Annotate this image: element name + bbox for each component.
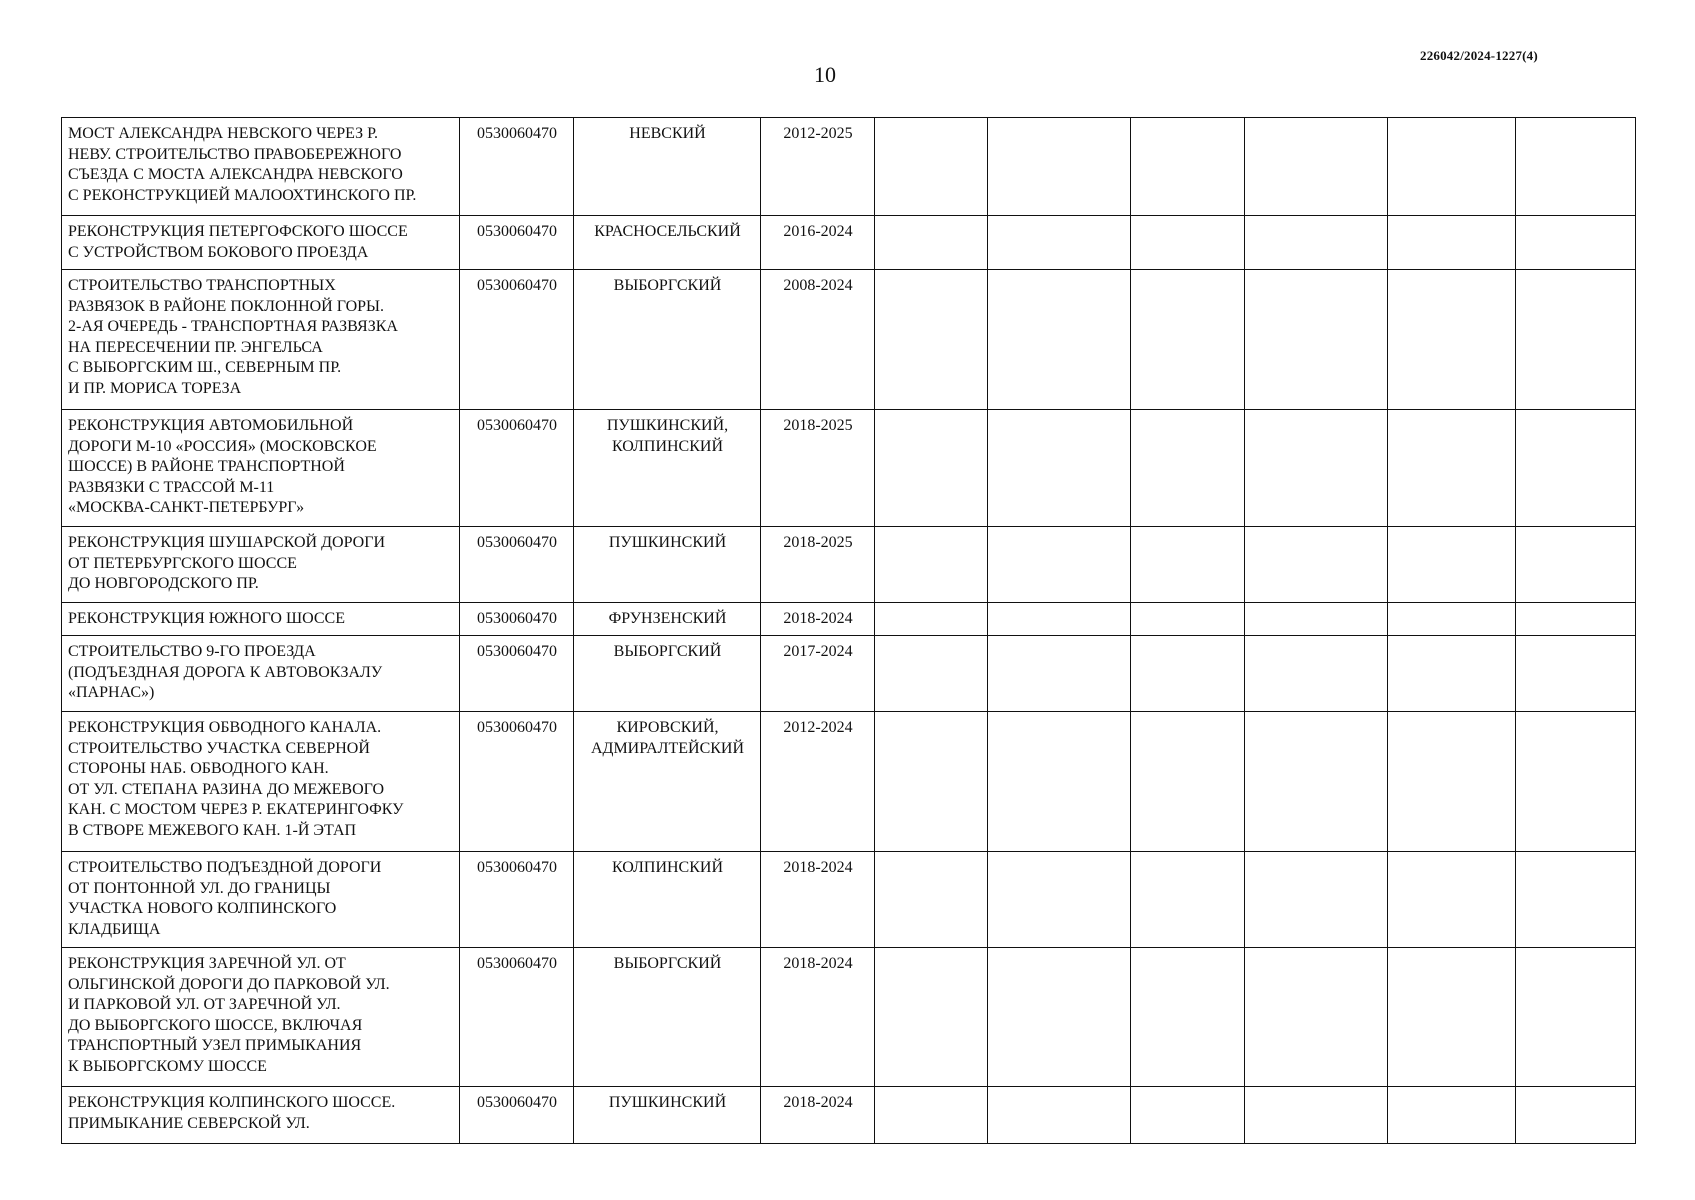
budget-code-cell: 0530060470 — [460, 118, 574, 216]
project-name-cell: СТРОИТЕЛЬСТВО ТРАНСПОРТНЫХ РАЗВЯЗОК В РАЙОНЕ ПОКЛОННОЙ ГОРЫ. 2-АЯ ОЧЕРЕДЬ - ТРАНСПОРТНАЯ РАЗВЯЗКА НА ПЕРЕСЕЧЕНИИ ПР. ЭНГЕЛЬСА С ВЫБОРГСКИМ Ш., СЕВЕРНЫМ ПР. И ПР. МОРИСА ТОРЕЗА — [62, 270, 460, 410]
table-row — [62, 852, 1636, 948]
empty-cell — [988, 118, 1131, 216]
table-row — [62, 712, 1636, 852]
period-cell: 2018-2024 — [761, 948, 875, 1087]
table-row — [62, 948, 1636, 1087]
district-cell: ВЫБОРГСКИЙ — [574, 948, 761, 1087]
period-cell: 2018-2024 — [761, 1087, 875, 1144]
project-name-cell: РЕКОНСТРУКЦИЯ АВТОМОБИЛЬНОЙ ДОРОГИ М-10 «РОССИЯ» (МОСКОВСКОЕ ШОССЕ) В РАЙОНЕ ТРАНСПОРТНОЙ РАЗВЯЗКИ С ТРАССОЙ М-11 «МОСКВА-САНКТ-ПЕТЕРБУРГ» — [62, 410, 460, 527]
project-name-cell: МОСТ АЛЕКСАНДРА НЕВСКОГО ЧЕРЕЗ Р. НЕВУ. СТРОИТЕЛЬСТВО ПРАВОБЕРЕЖНОГО СЪЕЗДА С МОСТА АЛЕКСАНДРА НЕВСКОГО С РЕКОНСТРУКЦИЕЙ МАЛООХТИНСКОГО ПР. — [62, 118, 460, 216]
empty-cell — [1245, 216, 1388, 270]
budget-code-cell: 0530060470 — [460, 1087, 574, 1144]
empty-cell — [1131, 852, 1245, 948]
budget-code-cell: 0530060470 — [460, 270, 574, 410]
empty-cell — [1516, 118, 1636, 216]
empty-cell — [988, 410, 1131, 527]
empty-cell — [1388, 603, 1516, 636]
period-cell: 2008-2024 — [761, 270, 875, 410]
empty-cell — [988, 270, 1131, 410]
empty-cell — [1388, 527, 1516, 603]
period-cell: 2012-2025 — [761, 118, 875, 216]
budget-code-cell: 0530060470 — [460, 603, 574, 636]
period-cell: 2012-2024 — [761, 712, 875, 852]
period-cell: 2018-2025 — [761, 527, 875, 603]
empty-cell — [875, 216, 988, 270]
empty-cell — [875, 270, 988, 410]
district-cell: ВЫБОРГСКИЙ — [574, 636, 761, 712]
budget-code-cell: 0530060470 — [460, 636, 574, 712]
table-row — [62, 603, 1636, 636]
empty-cell — [875, 527, 988, 603]
empty-cell — [1516, 270, 1636, 410]
empty-cell — [875, 712, 988, 852]
empty-cell — [1131, 712, 1245, 852]
empty-cell — [1131, 948, 1245, 1087]
empty-cell — [1131, 410, 1245, 527]
empty-cell — [1516, 216, 1636, 270]
empty-cell — [1131, 603, 1245, 636]
empty-cell — [1388, 1087, 1516, 1144]
empty-cell — [1245, 712, 1388, 852]
empty-cell — [1131, 270, 1245, 410]
empty-cell — [875, 948, 988, 1087]
empty-cell — [875, 852, 988, 948]
district-cell: ВЫБОРГСКИЙ — [574, 270, 761, 410]
district-cell: НЕВСКИЙ — [574, 118, 761, 216]
project-name-cell: РЕКОНСТРУКЦИЯ ШУШАРСКОЙ ДОРОГИ ОТ ПЕТЕРБУРГСКОГО ШОССЕ ДО НОВГОРОДСКОГО ПР. — [62, 527, 460, 603]
empty-cell — [1388, 948, 1516, 1087]
project-name-cell: РЕКОНСТРУКЦИЯ ЮЖНОГО ШОССЕ — [62, 603, 460, 636]
page-number: 10 — [814, 62, 836, 87]
table-row — [62, 636, 1636, 712]
empty-cell — [1131, 1087, 1245, 1144]
project-name-cell: СТРОИТЕЛЬСТВО 9-ГО ПРОЕЗДА (ПОДЪЕЗДНАЯ ДОРОГА К АВТОВОКЗАЛУ «ПАРНАС») — [62, 636, 460, 712]
project-name-cell: РЕКОНСТРУКЦИЯ ПЕТЕРГОФСКОГО ШОССЕ С УСТРОЙСТВОМ БОКОВОГО ПРОЕЗДА — [62, 216, 460, 270]
table-row — [62, 410, 1636, 527]
empty-cell — [1516, 948, 1636, 1087]
empty-cell — [1245, 636, 1388, 712]
empty-cell — [988, 636, 1131, 712]
empty-cell — [1388, 712, 1516, 852]
budget-code-cell: 0530060470 — [460, 527, 574, 603]
empty-cell — [1388, 852, 1516, 948]
empty-cell — [988, 948, 1131, 1087]
empty-cell — [988, 1087, 1131, 1144]
empty-cell — [1245, 603, 1388, 636]
empty-cell — [1388, 118, 1516, 216]
empty-cell — [1516, 1087, 1636, 1144]
project-name-cell: РЕКОНСТРУКЦИЯ КОЛПИНСКОГО ШОССЕ. ПРИМЫКАНИЕ СЕВЕРСКОЙ УЛ. — [62, 1087, 460, 1144]
empty-cell — [1516, 527, 1636, 603]
empty-cell — [1245, 948, 1388, 1087]
project-name-cell: СТРОИТЕЛЬСТВО ПОДЪЕЗДНОЙ ДОРОГИ ОТ ПОНТОННОЙ УЛ. ДО ГРАНИЦЫ УЧАСТКА НОВОГО КОЛПИНСКОГО КЛАДБИЩА — [62, 852, 460, 948]
empty-cell — [1388, 270, 1516, 410]
project-name-cell: РЕКОНСТРУКЦИЯ ЗАРЕЧНОЙ УЛ. ОТ ОЛЬГИНСКОЙ ДОРОГИ ДО ПАРКОВОЙ УЛ. И ПАРКОВОЙ УЛ. ОТ ЗАРЕЧНОЙ УЛ. ДО ВЫБОРГСКОГО ШОССЕ, ВКЛЮЧАЯ ТРАНСПОРТНЫЙ УЗЕЛ ПРИМЫКАНИЯ К ВЫБОРГСКОМУ ШОССЕ — [62, 948, 460, 1087]
district-cell: ПУШКИНСКИЙ — [574, 1087, 761, 1144]
budget-code-cell: 0530060470 — [460, 712, 574, 852]
empty-cell — [1245, 527, 1388, 603]
empty-cell — [988, 216, 1131, 270]
empty-cell — [1516, 852, 1636, 948]
budget-code-cell: 0530060470 — [460, 216, 574, 270]
empty-cell — [1516, 636, 1636, 712]
district-cell: ПУШКИНСКИЙ, КОЛПИНСКИЙ — [574, 410, 761, 527]
empty-cell — [1388, 216, 1516, 270]
empty-cell — [875, 410, 988, 527]
empty-cell — [875, 118, 988, 216]
period-cell: 2018-2025 — [761, 410, 875, 527]
empty-cell — [1516, 603, 1636, 636]
empty-cell — [1131, 527, 1245, 603]
budget-code-cell: 0530060470 — [460, 948, 574, 1087]
empty-cell — [1388, 410, 1516, 527]
document-id: 226042/2024-1227(4) — [1420, 48, 1538, 63]
district-cell: ПУШКИНСКИЙ — [574, 527, 761, 603]
table-row — [62, 1087, 1636, 1144]
empty-cell — [875, 1087, 988, 1144]
empty-cell — [988, 712, 1131, 852]
period-cell: 2016-2024 — [761, 216, 875, 270]
period-cell: 2017-2024 — [761, 636, 875, 712]
empty-cell — [1516, 712, 1636, 852]
period-cell: 2018-2024 — [761, 603, 875, 636]
empty-cell — [1131, 636, 1245, 712]
empty-cell — [1245, 1087, 1388, 1144]
district-cell: КОЛПИНСКИЙ — [574, 852, 761, 948]
empty-cell — [988, 603, 1131, 636]
empty-cell — [1388, 636, 1516, 712]
empty-cell — [988, 527, 1131, 603]
budget-code-cell: 0530060470 — [460, 410, 574, 527]
table-row — [62, 527, 1636, 603]
district-cell: КРАСНОСЕЛЬСКИЙ — [574, 216, 761, 270]
empty-cell — [1245, 852, 1388, 948]
empty-cell — [1245, 270, 1388, 410]
empty-cell — [988, 852, 1131, 948]
district-cell: ФРУНЗЕНСКИЙ — [574, 603, 761, 636]
empty-cell — [1131, 118, 1245, 216]
empty-cell — [1131, 216, 1245, 270]
budget-code-cell: 0530060470 — [460, 852, 574, 948]
table-row — [62, 216, 1636, 270]
table-body — [62, 118, 1636, 1144]
empty-cell — [875, 603, 988, 636]
table-row — [62, 270, 1636, 410]
project-name-cell: РЕКОНСТРУКЦИЯ ОБВОДНОГО КАНАЛА. СТРОИТЕЛЬСТВО УЧАСТКА СЕВЕРНОЙ СТОРОНЫ НАБ. ОБВОДНОГО КАН. ОТ УЛ. СТЕПАНА РАЗИНА ДО МЕЖЕВОГО КАН. С МОСТОМ ЧЕРЕЗ Р. ЕКАТЕРИНГОФКУ В СТВОРЕ МЕЖЕВОГО КАН. 1-Й ЭТАП — [62, 712, 460, 852]
projects-table — [61, 117, 1636, 1144]
table-row — [62, 118, 1636, 216]
empty-cell — [1516, 410, 1636, 527]
district-cell: КИРОВСКИЙ, АДМИРАЛТЕЙСКИЙ — [574, 712, 761, 852]
empty-cell — [1245, 410, 1388, 527]
period-cell: 2018-2024 — [761, 852, 875, 948]
empty-cell — [875, 636, 988, 712]
empty-cell — [1245, 118, 1388, 216]
